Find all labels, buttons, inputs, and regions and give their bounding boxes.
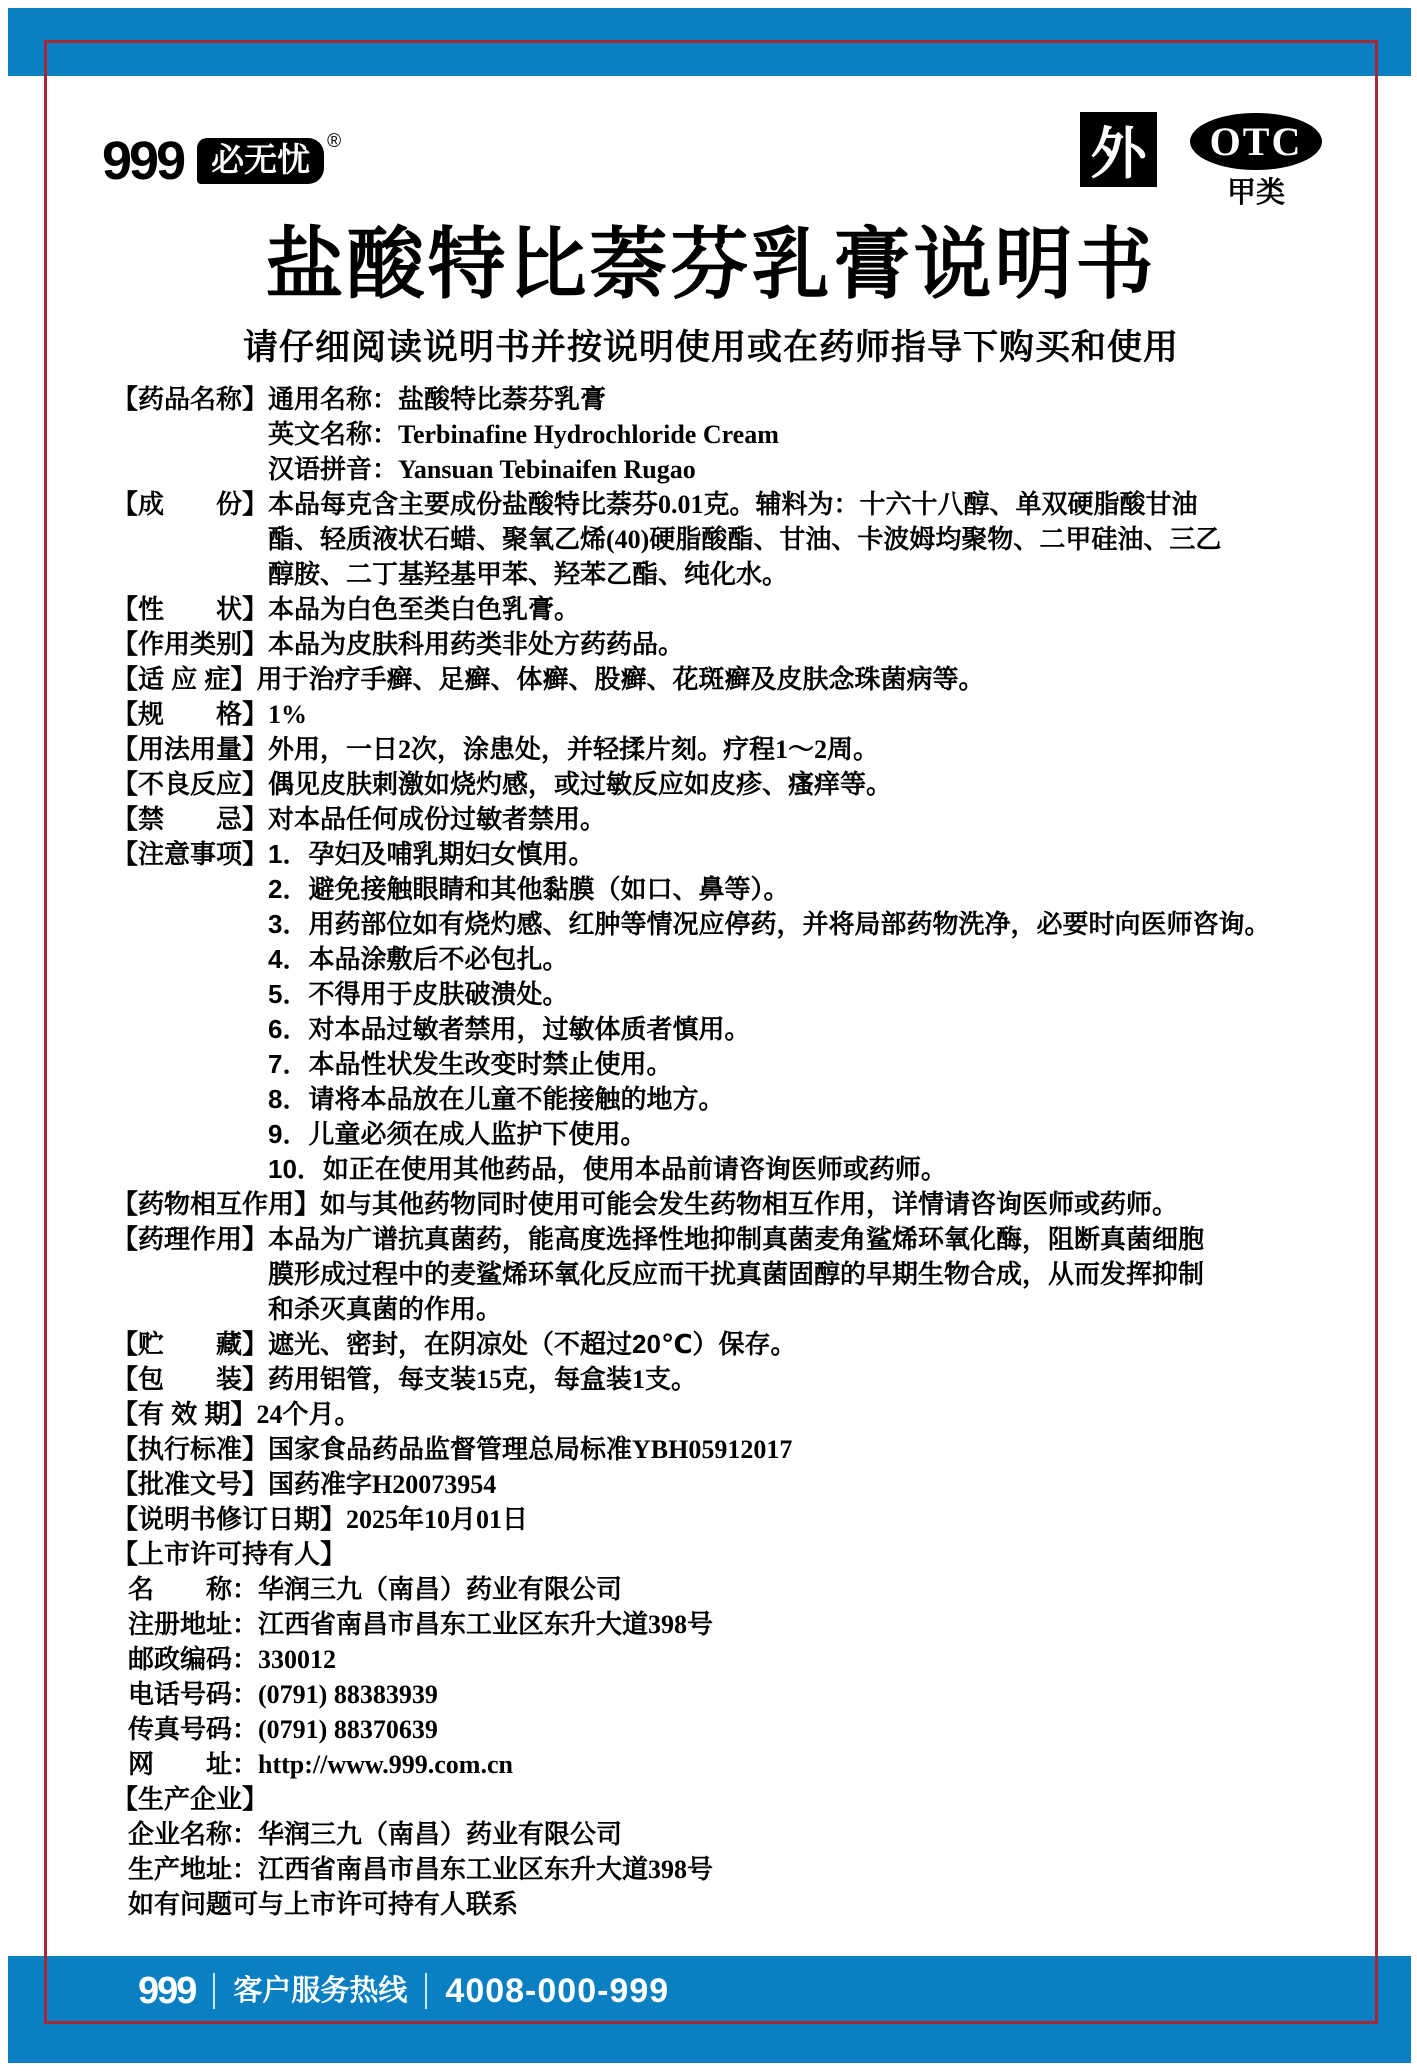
leaflet-line — [112, 487, 1364, 522]
text-segment: 生产地址： — [128, 1854, 259, 1884]
leaflet-line — [112, 452, 1364, 487]
section-label: 【药品名称】 — [112, 384, 269, 414]
text-segment: 国药准字H20073954 — [268, 1470, 497, 1499]
footer-separator — [213, 1973, 215, 2009]
text-segment: 电话号码： — [128, 1679, 259, 1709]
leaflet-line — [112, 417, 1364, 452]
text-segment: 国家食品药品监督管理总局标准YBH05912017 — [268, 1435, 793, 1464]
leaflet-line — [112, 662, 1364, 697]
text-segment: 注册地址： — [128, 1609, 259, 1639]
text-segment: 华润三九（南昌）药业有限公司 — [258, 1820, 623, 1849]
section-label: 【成 份】 — [112, 489, 269, 519]
leaflet-line — [112, 1327, 1364, 1362]
section-label: 【用法用量】 — [112, 734, 269, 764]
text-segment: 本品为皮肤科用药类非处方药药品。 — [268, 630, 685, 659]
text-segment: 醇胺、二丁基羟基甲苯、羟苯乙酯、纯化水。 — [268, 560, 789, 589]
text-segment: 英文名称： — [268, 419, 399, 449]
otc-class-label: 甲类 — [1226, 177, 1285, 209]
text-segment: 邮政编码： — [128, 1644, 259, 1674]
text-segment: 名 称： — [128, 1574, 259, 1604]
leaflet-line — [112, 837, 1364, 872]
hotline-label: 客户服务热线 — [233, 1975, 408, 2007]
text-segment: 用于治疗手癣、足癣、体癣、股癣、花斑癣及皮肤念珠菌病等。 — [256, 665, 985, 694]
text-segment: （不超过20℃） — [528, 1329, 719, 1359]
leaflet-line — [112, 1642, 1364, 1677]
text-segment: http://www.999.com.cn — [258, 1750, 513, 1779]
section-label: 【说明书修订日期】 — [112, 1504, 347, 1534]
text-segment: 药用铝管，每支装15克，每盒装1支。 — [268, 1365, 698, 1394]
leaflet-line — [112, 1782, 1364, 1817]
text-segment: 1% — [268, 700, 308, 729]
section-label: 【有 效 期】 — [112, 1399, 257, 1429]
text-segment: 网 址： — [128, 1749, 259, 1779]
section-label: 【执行标准】 — [112, 1434, 269, 1464]
leaflet-line — [112, 1677, 1364, 1712]
hotline-number: 4008-000-999 — [445, 1972, 670, 2010]
leaflet-line — [112, 802, 1364, 837]
leaflet-line — [112, 1572, 1364, 1607]
text-segment: 如有问题可与上市许可持有人联系 — [128, 1889, 519, 1919]
text-segment: 6．对本品过敏者禁用，过敏体质者慎用。 — [268, 1014, 751, 1044]
top-bar — [8, 8, 1411, 76]
text-segment: 10．如正在使用其他药品，使用本品前请咨询医师或药师。 — [268, 1154, 947, 1184]
text-segment: 江西省南昌市昌东工业区东升大道398号 — [258, 1855, 714, 1884]
text-segment: 3．用药部位如有烧灼感、红肿等情况应停药，并将局部药物洗净，必要时向医师咨询。 — [268, 909, 1271, 939]
text-segment: 酯、轻质液状石蜡、聚氧乙烯(40)硬脂酸酯、甘油、卡波姆均聚物、二甲硅油、三乙 — [268, 525, 1222, 554]
registered-mark-icon: ® — [327, 131, 342, 152]
text-segment: 通用名称：盐酸特比萘芬乳膏 — [268, 384, 607, 414]
section-label: 【作用类别】 — [112, 629, 269, 659]
leaflet-line — [112, 1047, 1364, 1082]
text-segment: 膜形成过程中的麦鲨烯环氧化反应而干扰真菌固醇的早期生物合成，从而发挥抑制 — [268, 1260, 1205, 1289]
text-segment: 传真号码： — [128, 1714, 259, 1744]
leaflet-line — [112, 1467, 1364, 1502]
leaflet-line — [112, 1537, 1364, 1572]
leaflet-line — [112, 1222, 1364, 1257]
text-segment: 外用，一日2次，涂患处，并轻揉片刻。疗程1～2周。 — [268, 735, 880, 764]
footer-bar — [8, 1956, 1411, 2063]
text-segment: 如与其他药物同时使用可能会发生药物相互作用，详情请咨询医师或药师。 — [320, 1190, 1179, 1219]
section-label: 【包 装】 — [112, 1364, 269, 1394]
leaflet-line — [112, 767, 1364, 802]
text-segment: 和杀灭真菌的作用。 — [268, 1295, 503, 1324]
otc-badge: OTC — [1190, 113, 1322, 170]
leaflet-line — [112, 1817, 1364, 1852]
section-label: 【药物相互作用】 — [112, 1189, 321, 1219]
leaflet-line — [112, 522, 1364, 557]
leaflet-line — [112, 732, 1364, 767]
leaflet-line — [112, 1502, 1364, 1537]
leaflet-line — [112, 557, 1364, 592]
leaflet-line — [112, 1152, 1364, 1187]
leaflet-line — [112, 1082, 1364, 1117]
section-label: 【药理作用】 — [112, 1224, 269, 1254]
text-segment: 遮光、密封，在阴凉处 — [268, 1330, 529, 1359]
text-segment: 汉语拼音： — [268, 454, 399, 484]
leaflet-line — [112, 1432, 1364, 1467]
leaflet-line — [112, 1012, 1364, 1047]
section-label: 【不良反应】 — [112, 769, 269, 799]
text-segment: Yansuan Tebinaifen Rugao — [398, 455, 696, 484]
text-segment: 本品每克含主要成份盐酸特比萘芬0.01克。辅料为：十六十八醇、单双硬脂酸甘油 — [268, 490, 1198, 519]
text-segment: (0791) 88383939 — [258, 1680, 438, 1709]
text-segment: 330012 — [258, 1645, 337, 1674]
leaflet-line — [112, 1257, 1364, 1292]
leaflet-line — [112, 1397, 1364, 1432]
text-segment: 8．请将本品放在儿童不能接触的地方。 — [268, 1084, 725, 1114]
text-segment: 2025年10月01日 — [346, 1505, 529, 1534]
leaflet-line — [112, 907, 1364, 942]
text-segment: (0791) 88370639 — [258, 1715, 438, 1744]
leaflet-line — [112, 1852, 1364, 1887]
brand-logo — [102, 131, 342, 191]
text-segment: Terbinafine Hydrochloride Cream — [398, 420, 779, 449]
text-segment: 7．本品性状发生改变时禁止使用。 — [268, 1049, 673, 1079]
text-segment: 偶见皮肤刺激如烧灼感，或过敏反应如皮疹、瘙痒等。 — [268, 770, 893, 799]
text-segment: 5．不得用于皮肤破溃处。 — [268, 979, 569, 1009]
text-segment: 24个月。 — [256, 1400, 361, 1429]
section-label: 【禁 忌】 — [112, 804, 269, 834]
text-segment: 企业名称： — [128, 1819, 259, 1849]
brand-999-text: 999 — [102, 131, 184, 191]
brand-badge: 必无忧 — [197, 138, 324, 184]
text-segment: 4．本品涂敷后不必包扎。 — [268, 944, 569, 974]
leaflet-line — [112, 1607, 1364, 1642]
leaflet-line — [112, 1712, 1364, 1747]
section-label: 【性 状】 — [112, 594, 269, 624]
leaflet-line — [112, 592, 1364, 627]
text-segment: 华润三九（南昌）药业有限公司 — [258, 1575, 623, 1604]
text-segment: 对本品任何成份过敏者禁用。 — [268, 804, 607, 834]
leaflet-line — [112, 627, 1364, 662]
section-label: 【上市许可持有人】 — [112, 1539, 347, 1569]
text-segment: 9．儿童必须在成人监护下使用。 — [268, 1119, 647, 1149]
leaflet-line — [112, 382, 1364, 417]
leaflet-line — [112, 1747, 1364, 1782]
text-segment: 江西省南昌市昌东工业区东升大道398号 — [258, 1610, 714, 1639]
leaflet-line — [112, 1887, 1364, 1922]
leaflet-line — [112, 697, 1364, 732]
section-label: 【贮 藏】 — [112, 1329, 269, 1359]
leaflet-line — [112, 1362, 1364, 1397]
footer-separator — [425, 1973, 427, 2009]
external-use-badge: 外 — [1080, 112, 1157, 187]
text-segment: 本品为广谱抗真菌药，能高度选择性地抑制真菌麦角鲨烯环氧化酶，阻断真菌细胞 — [268, 1225, 1205, 1254]
leaflet-line — [112, 1292, 1364, 1327]
leaflet-line — [112, 872, 1364, 907]
leaflet-body — [112, 382, 1364, 1922]
footer-logo: 999 — [138, 1970, 196, 2012]
text-segment: 保存。 — [718, 1330, 797, 1359]
usage-notice: 请仔细阅读说明书并按说明使用或在药师指导下购买和使用 — [242, 328, 1179, 367]
leaflet-line — [112, 977, 1364, 1012]
section-label: 【批准文号】 — [112, 1469, 269, 1499]
section-label: 【适 应 症】 — [112, 664, 257, 694]
leaflet-line — [112, 1187, 1364, 1222]
text-segment: 本品为白色至类白色乳膏。 — [268, 595, 581, 624]
section-label: 【注意事项】 — [112, 839, 269, 869]
leaflet-line — [112, 1117, 1364, 1152]
section-label: 【规 格】 — [112, 699, 269, 729]
page-title: 盐酸特比萘芬乳膏说明书 — [265, 221, 1157, 308]
section-label: 【生产企业】 — [112, 1784, 269, 1814]
text-segment: 2．避免接触眼睛和其他黏膜（如口、鼻等）。 — [268, 874, 790, 904]
leaflet-line — [112, 942, 1364, 977]
text-segment: 1．孕妇及哺乳期妇女慎用。 — [268, 839, 595, 869]
